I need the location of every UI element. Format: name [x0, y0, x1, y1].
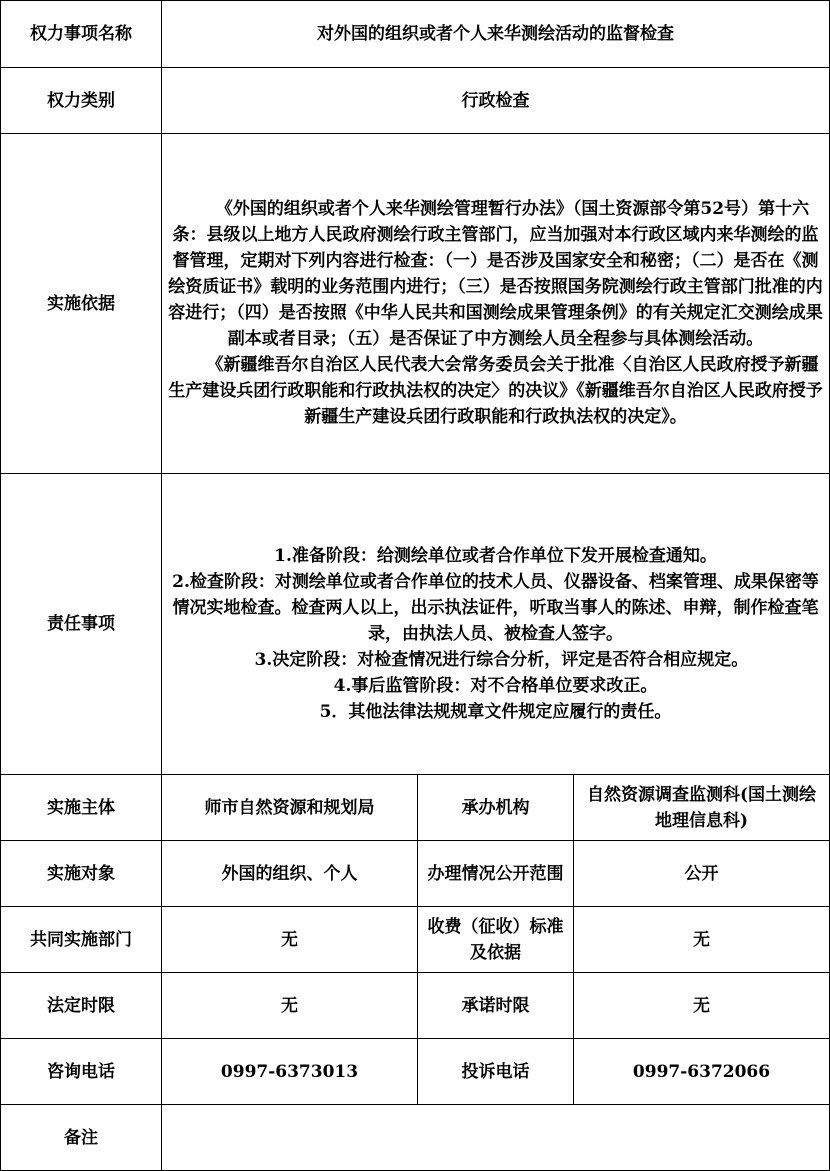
responsibility-item: 3.决定阶段：对检查情况进行综合分析，评定是否符合相应规定。 — [242, 650, 749, 670]
joint-dept-value: 无 — [162, 907, 418, 973]
promised-time-label: 承诺时限 — [418, 973, 574, 1039]
fee-standard-label: 收费（征收）标准及依据 — [418, 907, 574, 973]
row-subject — [1, 775, 830, 841]
fee-standard-value: 无 — [574, 907, 830, 973]
responsibility-item: 1.准备阶段：给测绘单位或者合作单位下发开展检查通知。 — [274, 546, 717, 566]
power-type-value: 行政检查 — [162, 68, 830, 134]
disclosure-scope-label: 办理情况公开范围 — [418, 841, 574, 907]
promised-time-value: 无 — [574, 973, 830, 1039]
row-responsibility — [1, 474, 830, 775]
row-remark — [1, 1105, 830, 1171]
basis-paragraph-2: 《新疆维吾尔自治区人民代表大会常务委员会关于批准〈自治区人民政府授予新疆生产建设兵团行政职能和行政执法权的决定〉的决议》《新疆维吾尔自治区人民政府授予新疆生产建设兵团行政职能和行政执法权的决定》。 — [168, 354, 823, 427]
complaint-phone-label: 投诉电话 — [418, 1039, 574, 1105]
disclosure-scope-value: 公开 — [574, 841, 830, 907]
power-type-label: 权力类别 — [1, 68, 162, 134]
handling-agency-label: 承办机构 — [418, 775, 574, 841]
row-object — [1, 841, 830, 907]
row-phone — [1, 1039, 830, 1105]
object-value: 外国的组织、个人 — [162, 841, 418, 907]
basis-paragraph-1: 《外国的组织或者个人来华测绘管理暂行办法》（国土资源部令第52号）第十六条：县级以上地方人民政府测绘行政主管部门，应当加强对本行政区域内来华测绘的监督管理，定期对下列内容进行检查：（一）是否涉及国家安全和秘密；（二）是否在《测绘资质证书》载明的业务范围内进行；（三）是否按照国务院测绘行政主管部门批准的内容进行；（四）是否按照《中华人民共和国测绘成果管理条例》的有关规定汇交测绘成果副本或者目录；（五）是否保证了中方测绘人员全程参与具体测绘活动。 — [168, 198, 823, 349]
consult-phone-label: 咨询电话 — [1, 1039, 162, 1105]
basis-label: 实施依据 — [1, 134, 162, 474]
responsibility-item: 4.事后监管阶段：对不合格单位要求改正。 — [333, 676, 658, 696]
basis-content — [162, 134, 830, 474]
legal-time-value: 无 — [162, 973, 418, 1039]
row-power-name — [1, 1, 830, 68]
row-joint — [1, 907, 830, 973]
power-name-value: 对外国的组织或者个人来华测绘活动的监督检查 — [162, 1, 830, 68]
row-time — [1, 973, 830, 1039]
consult-phone-value: 0997-6373013 — [162, 1039, 418, 1105]
handling-agency-value: 自然资源调查监测科(国土测绘地理信息科) — [574, 775, 830, 841]
row-basis — [1, 134, 830, 474]
legal-time-label: 法定时限 — [1, 973, 162, 1039]
row-power-type — [1, 68, 830, 134]
object-label: 实施对象 — [1, 841, 162, 907]
complaint-phone-value: 0997-6372066 — [574, 1039, 830, 1105]
remark-label: 备注 — [1, 1105, 162, 1171]
responsibility-label: 责任事项 — [1, 474, 162, 775]
subject-label: 实施主体 — [1, 775, 162, 841]
joint-dept-label: 共同实施部门 — [1, 907, 162, 973]
responsibility-item: 5．其他法律法规规章文件规定应履行的责任。 — [319, 702, 672, 722]
responsibility-content — [162, 474, 830, 775]
power-name-label: 权力事项名称 — [1, 1, 162, 68]
subject-value: 师市自然资源和规划局 — [162, 775, 418, 841]
remark-value — [162, 1105, 830, 1171]
responsibility-item: 2.检查阶段：对测绘单位或者合作单位的技术人员、仪器设备、档案管理、成果保密等情况实地检查。检查两人以上，出示执法证件，听取当事人的陈述、申辩，制作检查笔录，由执法人员、被检查人签字。 — [172, 572, 819, 644]
